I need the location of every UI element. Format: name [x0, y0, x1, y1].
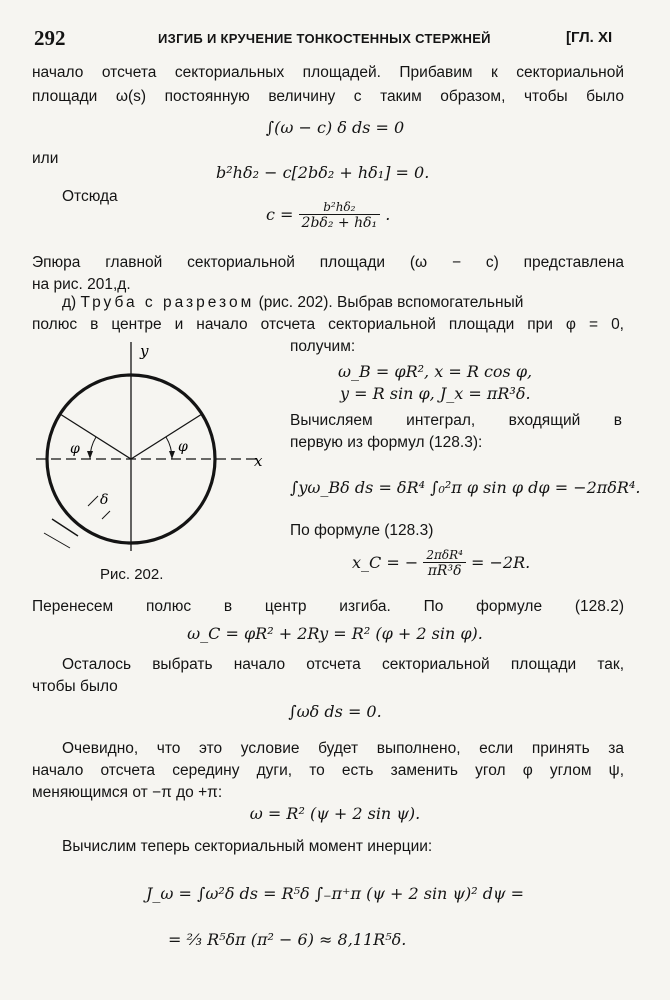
paragraph-line: Перенесем полюс в центр изгиба. По формуле (128.2) — [32, 598, 624, 615]
paragraph-line: Отсюда — [62, 188, 118, 205]
page-number: 292 — [34, 26, 66, 50]
paragraph-line: получим: — [290, 338, 356, 355]
thickness-arrow-outer — [88, 496, 98, 506]
equation: ω = R² (ψ + 2 sin ψ). — [249, 804, 421, 823]
paragraph-line: или — [32, 150, 59, 167]
fraction — [299, 200, 381, 231]
item-label: д) — [62, 294, 81, 311]
figure-202-diagram — [30, 336, 270, 556]
equation: ω_C = φR² + 2Ry = R² (φ + 2 sin φ). — [187, 624, 483, 643]
paragraph-line: По формуле (128.3) — [290, 522, 434, 539]
eq-end: . — [385, 205, 391, 224]
fraction — [423, 548, 466, 579]
paragraph-line: Осталось выбрать начало отсчета секториальной площади так, — [62, 656, 624, 673]
paragraph-line: чтобы было — [32, 678, 118, 695]
radius-right — [131, 414, 202, 459]
equation: ω_B = φR², x = R cos φ, — [338, 362, 533, 381]
fraction-numerator: b²hδ₂ — [299, 200, 381, 215]
equation — [266, 200, 390, 231]
equation: y = R sin φ, J_x = πR³δ. — [340, 384, 531, 403]
paragraph-line: Очевидно, что это условие будет выполнено, если принять за — [62, 740, 624, 757]
paragraph-line: начало отсчета секториальных площадей. Прибавим к секториальной — [32, 64, 624, 81]
figure-caption: Рис. 202. — [100, 566, 164, 583]
thickness-arrow-inner — [102, 511, 110, 519]
fraction-numerator: 2πδR⁴ — [423, 548, 466, 563]
running-title: ИЗГИБ И КРУЧЕНИЕ ТОНКОСТЕННЫХ СТЕРЖНЕЙ — [158, 31, 491, 46]
fraction-denominator: πR³δ — [427, 563, 462, 579]
cut-arrow — [44, 533, 70, 548]
y-axis-label: y — [140, 342, 149, 360]
eq-lhs: x_C = − — [352, 553, 419, 572]
paragraph-line: Эпюра главной секториальной площади (ω − c) представлена — [32, 254, 624, 271]
equation — [352, 548, 530, 579]
paragraph-text: (рис. 202). Выбрав вспомогательный — [254, 294, 524, 311]
paragraph-line: на рис. 201,д. — [32, 276, 131, 293]
fraction-denominator: 2bδ₂ + hδ₁ — [301, 215, 378, 231]
equation: = ⅔ R⁵δπ (π² − 6) ≈ 8,11R⁵δ. — [168, 930, 407, 949]
paragraph-line: меняющимся от −π до +π: — [32, 784, 223, 801]
x-axis-label: x — [254, 452, 263, 470]
eq-lhs: c = — [266, 205, 294, 224]
angle-arrow-left — [87, 451, 93, 459]
equation: ∫ωδ ds = 0. — [288, 702, 382, 721]
equation: b²hδ₂ − c[2bδ₂ + hδ₁] = 0. — [216, 163, 430, 182]
paragraph-line: Вычисляем интеграл, входящий в — [290, 412, 622, 429]
paragraph-line: Вычислим теперь секториальный момент инерции: — [62, 838, 433, 855]
paragraph-line: начало отсчета середину дуги, то есть заменить угол φ углом ψ, — [32, 762, 624, 779]
paragraph-line: полюс в центре и начало отсчета секториальной площади при φ = 0, — [32, 316, 624, 333]
phi-label-left: φ — [70, 441, 80, 457]
paragraph-line: площади ω(s) постоянную величину c таким образом, чтобы было — [32, 88, 624, 105]
phi-label-right: φ — [178, 439, 188, 455]
eq-rhs: = −2R. — [471, 553, 531, 572]
angle-arrow-right — [169, 451, 175, 459]
equation: ∫(ω − c) δ ds = 0 — [265, 118, 405, 137]
paragraph-line: первую из формул (128.3): — [290, 434, 483, 451]
section-heading: Труба с разрезом — [80, 294, 255, 311]
equation: J_ω = ∫ω²δ ds = R⁵δ ∫₋π⁺π (ψ + 2 sin ψ)² dψ = — [145, 884, 525, 903]
paragraph-line — [62, 294, 622, 312]
chapter-label: [ГЛ. XI — [566, 29, 613, 46]
delta-label: δ — [100, 492, 109, 508]
equation: ∫yω_Bδ ds = δR⁴ ∫₀²π φ sin φ dφ = −2πδR⁴. — [290, 478, 641, 497]
